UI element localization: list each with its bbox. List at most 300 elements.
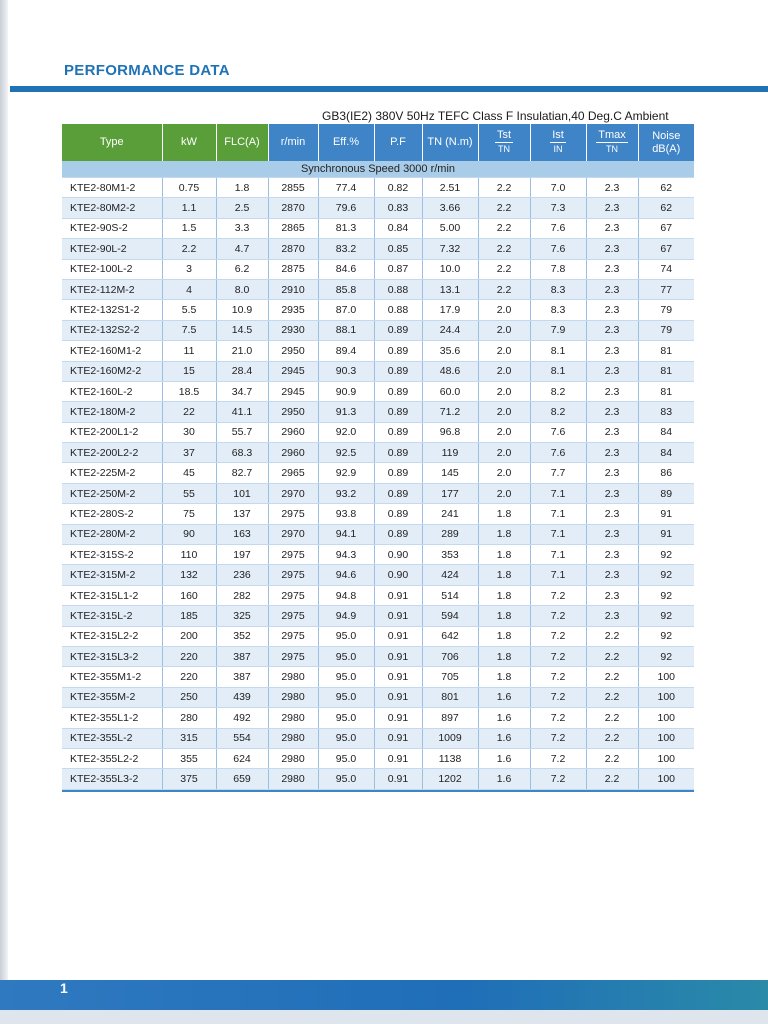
cell-ist: 7.0 xyxy=(530,178,586,198)
cell-tmax: 2.3 xyxy=(586,300,638,320)
table-row xyxy=(62,178,694,198)
table-row xyxy=(62,463,694,483)
cell-noise: 92 xyxy=(638,646,694,666)
cell-kw: 4 xyxy=(162,279,216,299)
cell-type: KTE2-355M-2 xyxy=(62,687,162,707)
tmax-denominator: TN xyxy=(606,144,618,154)
col-header-flc: FLC(A) xyxy=(216,124,268,161)
cell-tst: 1.8 xyxy=(478,565,530,585)
cell-rmin: 2980 xyxy=(268,728,318,748)
table-row xyxy=(62,687,694,707)
cell-rmin: 2975 xyxy=(268,504,318,524)
cell-tst: 2.0 xyxy=(478,402,530,422)
cell-rmin: 2975 xyxy=(268,565,318,585)
col-header-tst xyxy=(478,124,530,161)
cell-type: KTE2-355L1-2 xyxy=(62,708,162,728)
cell-ist: 7.9 xyxy=(530,320,586,340)
cell-type: KTE2-100L-2 xyxy=(62,259,162,279)
cell-flc: 6.2 xyxy=(216,259,268,279)
col-header-type: Type xyxy=(62,124,162,161)
cell-rmin: 2975 xyxy=(268,585,318,605)
cell-tst: 2.0 xyxy=(478,463,530,483)
cell-rmin: 2970 xyxy=(268,483,318,503)
cell-type: KTE2-355L-2 xyxy=(62,728,162,748)
table-row xyxy=(62,443,694,463)
table-row xyxy=(62,300,694,320)
cell-tmax: 2.3 xyxy=(586,443,638,463)
cell-flc: 14.5 xyxy=(216,320,268,340)
cell-ist: 8.2 xyxy=(530,402,586,422)
cell-eff: 81.3 xyxy=(318,218,374,238)
cell-flc: 82.7 xyxy=(216,463,268,483)
cell-ist: 7.1 xyxy=(530,483,586,503)
tmax-numerator: Tmax xyxy=(598,129,626,141)
table-row xyxy=(62,239,694,259)
table-row xyxy=(62,524,694,544)
table-row xyxy=(62,361,694,381)
cell-tmax: 2.2 xyxy=(586,687,638,707)
cell-pf: 0.91 xyxy=(374,728,422,748)
cell-tmax: 2.2 xyxy=(586,728,638,748)
cell-rmin: 2975 xyxy=(268,606,318,626)
cell-pf: 0.88 xyxy=(374,279,422,299)
cell-tst: 2.0 xyxy=(478,443,530,463)
cell-pf: 0.83 xyxy=(374,198,422,218)
cell-rmin: 2960 xyxy=(268,422,318,442)
cell-type: KTE2-132S2-2 xyxy=(62,320,162,340)
cell-tmax: 2.3 xyxy=(586,402,638,422)
cell-eff: 95.0 xyxy=(318,728,374,748)
cell-rmin: 2945 xyxy=(268,361,318,381)
cell-tn: 353 xyxy=(422,545,478,565)
cell-noise: 92 xyxy=(638,585,694,605)
table-row xyxy=(62,769,694,789)
page-title: PERFORMANCE DATA xyxy=(64,62,230,79)
cell-type: KTE2-200L2-2 xyxy=(62,443,162,463)
cell-type: KTE2-160M2-2 xyxy=(62,361,162,381)
cell-ist: 7.2 xyxy=(530,646,586,666)
cell-pf: 0.87 xyxy=(374,259,422,279)
cell-flc: 282 xyxy=(216,585,268,605)
cell-tst: 1.8 xyxy=(478,626,530,646)
cell-eff: 94.3 xyxy=(318,545,374,565)
cell-flc: 41.1 xyxy=(216,402,268,422)
cell-tmax: 2.2 xyxy=(586,667,638,687)
cell-type: KTE2-160M1-2 xyxy=(62,341,162,361)
cell-ist: 7.1 xyxy=(530,545,586,565)
col-header-kw: kW xyxy=(162,124,216,161)
cell-eff: 88.1 xyxy=(318,320,374,340)
cell-eff: 83.2 xyxy=(318,239,374,259)
cell-kw: 90 xyxy=(162,524,216,544)
cell-tmax: 2.3 xyxy=(586,341,638,361)
cell-rmin: 2875 xyxy=(268,259,318,279)
cell-kw: 30 xyxy=(162,422,216,442)
cell-tst: 1.6 xyxy=(478,687,530,707)
cell-tst: 2.0 xyxy=(478,381,530,401)
cell-tn: 424 xyxy=(422,565,478,585)
table-row xyxy=(62,728,694,748)
cell-pf: 0.89 xyxy=(374,402,422,422)
cell-tst: 2.0 xyxy=(478,483,530,503)
table-row xyxy=(62,483,694,503)
cell-tst: 1.8 xyxy=(478,524,530,544)
cell-tmax: 2.3 xyxy=(586,606,638,626)
table-subtitle: GB3(IE2) 380V 50Hz TEFC Class F Insulatian,40 Deg.C Ambient xyxy=(322,109,669,123)
cell-ist: 7.2 xyxy=(530,708,586,728)
table-row xyxy=(62,565,694,585)
col-header-eff: Eff.% xyxy=(318,124,374,161)
cell-eff: 95.0 xyxy=(318,646,374,666)
cell-rmin: 2945 xyxy=(268,381,318,401)
cell-flc: 325 xyxy=(216,606,268,626)
cell-type: KTE2-225M-2 xyxy=(62,463,162,483)
cell-flc: 659 xyxy=(216,769,268,789)
cell-rmin: 2870 xyxy=(268,198,318,218)
cell-tn: 706 xyxy=(422,646,478,666)
table-row xyxy=(62,402,694,422)
table-row xyxy=(62,646,694,666)
cell-rmin: 2950 xyxy=(268,402,318,422)
cell-kw: 11 xyxy=(162,341,216,361)
cell-eff: 94.9 xyxy=(318,606,374,626)
cell-pf: 0.91 xyxy=(374,769,422,789)
cell-kw: 45 xyxy=(162,463,216,483)
table-row xyxy=(62,504,694,524)
cell-ist: 7.7 xyxy=(530,463,586,483)
cell-kw: 37 xyxy=(162,443,216,463)
table-row xyxy=(62,585,694,605)
cell-tn: 48.6 xyxy=(422,361,478,381)
cell-eff: 94.8 xyxy=(318,585,374,605)
cell-tn: 1009 xyxy=(422,728,478,748)
cell-flc: 28.4 xyxy=(216,361,268,381)
cell-noise: 100 xyxy=(638,667,694,687)
footer-stripe xyxy=(0,1010,768,1024)
table-bottom-rule xyxy=(62,790,694,792)
cell-kw: 375 xyxy=(162,769,216,789)
cell-eff: 94.6 xyxy=(318,565,374,585)
cell-kw: 315 xyxy=(162,728,216,748)
cell-rmin: 2975 xyxy=(268,646,318,666)
cell-tmax: 2.3 xyxy=(586,463,638,483)
table-row xyxy=(62,422,694,442)
cell-tn: 642 xyxy=(422,626,478,646)
cell-noise: 89 xyxy=(638,483,694,503)
cell-noise: 81 xyxy=(638,381,694,401)
cell-flc: 8.0 xyxy=(216,279,268,299)
cell-type: KTE2-280S-2 xyxy=(62,504,162,524)
cell-kw: 185 xyxy=(162,606,216,626)
table-row xyxy=(62,218,694,238)
cell-tn: 10.0 xyxy=(422,259,478,279)
cell-noise: 81 xyxy=(638,341,694,361)
cell-noise: 91 xyxy=(638,524,694,544)
cell-eff: 95.0 xyxy=(318,769,374,789)
cell-pf: 0.91 xyxy=(374,708,422,728)
cell-ist: 7.6 xyxy=(530,443,586,463)
cell-flc: 10.9 xyxy=(216,300,268,320)
cell-flc: 624 xyxy=(216,748,268,768)
cell-noise: 92 xyxy=(638,606,694,626)
table-header-row xyxy=(62,124,694,161)
cell-tst: 1.8 xyxy=(478,667,530,687)
cell-type: KTE2-315S-2 xyxy=(62,545,162,565)
table-row xyxy=(62,259,694,279)
cell-pf: 0.89 xyxy=(374,463,422,483)
cell-ist: 7.2 xyxy=(530,748,586,768)
performance-table-wrapper xyxy=(62,124,694,790)
cell-pf: 0.91 xyxy=(374,585,422,605)
cell-eff: 77.4 xyxy=(318,178,374,198)
cell-tmax: 2.3 xyxy=(586,585,638,605)
cell-ist: 8.3 xyxy=(530,300,586,320)
cell-tst: 1.8 xyxy=(478,545,530,565)
cell-rmin: 2975 xyxy=(268,545,318,565)
cell-rmin: 2950 xyxy=(268,341,318,361)
cell-eff: 91.3 xyxy=(318,402,374,422)
cell-tn: 24.4 xyxy=(422,320,478,340)
cell-flc: 4.7 xyxy=(216,239,268,259)
cell-type: KTE2-80M1-2 xyxy=(62,178,162,198)
cell-noise: 100 xyxy=(638,708,694,728)
cell-pf: 0.91 xyxy=(374,687,422,707)
cell-ist: 7.2 xyxy=(530,626,586,646)
cell-tmax: 2.3 xyxy=(586,279,638,299)
cell-pf: 0.91 xyxy=(374,646,422,666)
table-row xyxy=(62,545,694,565)
cell-kw: 0.75 xyxy=(162,178,216,198)
cell-kw: 250 xyxy=(162,687,216,707)
cell-pf: 0.84 xyxy=(374,218,422,238)
cell-type: KTE2-160L-2 xyxy=(62,381,162,401)
cell-tmax: 2.3 xyxy=(586,218,638,238)
table-row xyxy=(62,341,694,361)
cell-eff: 93.8 xyxy=(318,504,374,524)
cell-kw: 160 xyxy=(162,585,216,605)
cell-pf: 0.90 xyxy=(374,565,422,585)
cell-flc: 163 xyxy=(216,524,268,544)
cell-noise: 67 xyxy=(638,239,694,259)
cell-eff: 95.0 xyxy=(318,748,374,768)
table-row xyxy=(62,381,694,401)
table-row xyxy=(62,626,694,646)
cell-flc: 236 xyxy=(216,565,268,585)
cell-kw: 3 xyxy=(162,259,216,279)
cell-rmin: 2910 xyxy=(268,279,318,299)
cell-type: KTE2-355M1-2 xyxy=(62,667,162,687)
cell-rmin: 2865 xyxy=(268,218,318,238)
cell-tmax: 2.3 xyxy=(586,239,638,259)
tst-numerator: Tst xyxy=(496,129,512,141)
cell-tmax: 2.3 xyxy=(586,483,638,503)
cell-noise: 84 xyxy=(638,422,694,442)
ist-denominator: IN xyxy=(553,144,563,154)
cell-type: KTE2-355L2-2 xyxy=(62,748,162,768)
cell-tn: 1202 xyxy=(422,769,478,789)
cell-tn: 7.32 xyxy=(422,239,478,259)
cell-type: KTE2-200L1-2 xyxy=(62,422,162,442)
cell-kw: 220 xyxy=(162,646,216,666)
cell-tn: 514 xyxy=(422,585,478,605)
cell-eff: 90.9 xyxy=(318,381,374,401)
cell-ist: 7.8 xyxy=(530,259,586,279)
cell-pf: 0.89 xyxy=(374,361,422,381)
cell-rmin: 2980 xyxy=(268,748,318,768)
cell-pf: 0.89 xyxy=(374,443,422,463)
cell-tn: 13.1 xyxy=(422,279,478,299)
cell-ist: 8.1 xyxy=(530,361,586,381)
col-header-tmax xyxy=(586,124,638,161)
cell-rmin: 2935 xyxy=(268,300,318,320)
footer-bar xyxy=(0,980,768,1010)
performance-table xyxy=(62,124,694,790)
cell-pf: 0.89 xyxy=(374,381,422,401)
table-body xyxy=(62,178,694,790)
col-header-tn: TN (N.m) xyxy=(422,124,478,161)
cell-type: KTE2-315L2-2 xyxy=(62,626,162,646)
cell-flc: 3.3 xyxy=(216,218,268,238)
sync-speed-label: Synchronous Speed 3000 r/min xyxy=(62,161,694,178)
cell-tn: 1138 xyxy=(422,748,478,768)
col-header-noise xyxy=(638,124,694,161)
cell-tmax: 2.3 xyxy=(586,361,638,381)
cell-flc: 352 xyxy=(216,626,268,646)
cell-type: KTE2-112M-2 xyxy=(62,279,162,299)
cell-eff: 93.2 xyxy=(318,483,374,503)
cell-tst: 1.8 xyxy=(478,646,530,666)
cell-noise: 83 xyxy=(638,402,694,422)
cell-pf: 0.89 xyxy=(374,504,422,524)
cell-tn: 897 xyxy=(422,708,478,728)
cell-flc: 55.7 xyxy=(216,422,268,442)
cell-ist: 7.2 xyxy=(530,585,586,605)
cell-tmax: 2.3 xyxy=(586,320,638,340)
cell-tmax: 2.3 xyxy=(586,545,638,565)
cell-tst: 2.2 xyxy=(478,239,530,259)
cell-flc: 137 xyxy=(216,504,268,524)
cell-type: KTE2-90S-2 xyxy=(62,218,162,238)
cell-ist: 8.2 xyxy=(530,381,586,401)
cell-type: KTE2-80M2-2 xyxy=(62,198,162,218)
cell-tst: 1.6 xyxy=(478,769,530,789)
cell-rmin: 2965 xyxy=(268,463,318,483)
page-edge xyxy=(0,0,8,1024)
cell-tmax: 2.2 xyxy=(586,748,638,768)
cell-type: KTE2-315M-2 xyxy=(62,565,162,585)
cell-tst: 2.2 xyxy=(478,198,530,218)
cell-tst: 2.0 xyxy=(478,300,530,320)
cell-tn: 145 xyxy=(422,463,478,483)
cell-pf: 0.89 xyxy=(374,341,422,361)
cell-tst: 2.2 xyxy=(478,218,530,238)
cell-tst: 2.0 xyxy=(478,320,530,340)
cell-noise: 92 xyxy=(638,626,694,646)
cell-noise: 100 xyxy=(638,728,694,748)
cell-type: KTE2-315L3-2 xyxy=(62,646,162,666)
cell-tn: 35.6 xyxy=(422,341,478,361)
cell-type: KTE2-315L-2 xyxy=(62,606,162,626)
cell-tmax: 2.2 xyxy=(586,708,638,728)
cell-pf: 0.89 xyxy=(374,524,422,544)
cell-pf: 0.89 xyxy=(374,422,422,442)
cell-kw: 2.2 xyxy=(162,239,216,259)
cell-noise: 92 xyxy=(638,565,694,585)
cell-rmin: 2975 xyxy=(268,626,318,646)
cell-type: KTE2-90L-2 xyxy=(62,239,162,259)
col-header-pf: P.F xyxy=(374,124,422,161)
cell-pf: 0.91 xyxy=(374,606,422,626)
cell-ist: 7.2 xyxy=(530,687,586,707)
col-header-rmin: r/min xyxy=(268,124,318,161)
cell-kw: 1.1 xyxy=(162,198,216,218)
cell-ist: 7.1 xyxy=(530,565,586,585)
col-header-ist xyxy=(530,124,586,161)
title-rule xyxy=(10,86,768,92)
ist-numerator: Ist xyxy=(552,129,564,141)
cell-eff: 79.6 xyxy=(318,198,374,218)
cell-type: KTE2-180M-2 xyxy=(62,402,162,422)
cell-noise: 91 xyxy=(638,504,694,524)
cell-ist: 8.3 xyxy=(530,279,586,299)
cell-rmin: 2870 xyxy=(268,239,318,259)
cell-ist: 7.6 xyxy=(530,239,586,259)
cell-kw: 110 xyxy=(162,545,216,565)
cell-eff: 89.4 xyxy=(318,341,374,361)
cell-eff: 95.0 xyxy=(318,626,374,646)
cell-type: KTE2-355L3-2 xyxy=(62,769,162,789)
cell-kw: 75 xyxy=(162,504,216,524)
cell-flc: 21.0 xyxy=(216,341,268,361)
cell-ist: 7.2 xyxy=(530,606,586,626)
cell-type: KTE2-280M-2 xyxy=(62,524,162,544)
cell-noise: 62 xyxy=(638,178,694,198)
cell-tmax: 2.3 xyxy=(586,259,638,279)
cell-kw: 355 xyxy=(162,748,216,768)
cell-eff: 95.0 xyxy=(318,708,374,728)
cell-kw: 7.5 xyxy=(162,320,216,340)
cell-tmax: 2.3 xyxy=(586,565,638,585)
cell-ist: 8.1 xyxy=(530,341,586,361)
cell-tmax: 2.3 xyxy=(586,504,638,524)
cell-noise: 84 xyxy=(638,443,694,463)
cell-flc: 2.5 xyxy=(216,198,268,218)
cell-tn: 17.9 xyxy=(422,300,478,320)
cell-tst: 1.6 xyxy=(478,708,530,728)
cell-eff: 95.0 xyxy=(318,687,374,707)
cell-noise: 100 xyxy=(638,769,694,789)
cell-eff: 90.3 xyxy=(318,361,374,381)
cell-tst: 2.2 xyxy=(478,178,530,198)
cell-tst: 2.0 xyxy=(478,361,530,381)
cell-pf: 0.91 xyxy=(374,626,422,646)
cell-tn: 801 xyxy=(422,687,478,707)
cell-ist: 7.6 xyxy=(530,218,586,238)
cell-type: KTE2-315L1-2 xyxy=(62,585,162,605)
cell-kw: 15 xyxy=(162,361,216,381)
cell-kw: 1.5 xyxy=(162,218,216,238)
table-row xyxy=(62,320,694,340)
cell-rmin: 2980 xyxy=(268,769,318,789)
cell-kw: 18.5 xyxy=(162,381,216,401)
cell-rmin: 2930 xyxy=(268,320,318,340)
table-row xyxy=(62,708,694,728)
cell-noise: 79 xyxy=(638,320,694,340)
cell-flc: 197 xyxy=(216,545,268,565)
cell-tn: 5.00 xyxy=(422,218,478,238)
cell-kw: 5.5 xyxy=(162,300,216,320)
cell-eff: 92.9 xyxy=(318,463,374,483)
